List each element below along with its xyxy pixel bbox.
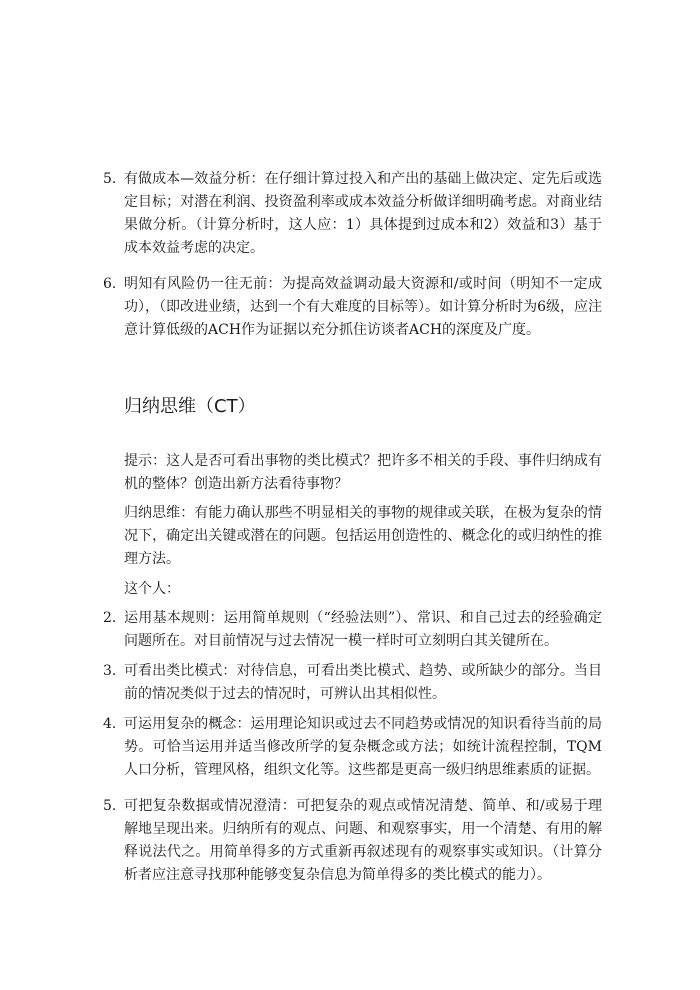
item-text bbox=[124, 168, 602, 260]
item-body: 运用理论知识或过去不同趋势或情况的知识看待当前的局势。可恰当运用并适当修改所学的复杂概念或方法；如统计流程控制，TQM人口分析，管理风格，组织文化等。这些都是更高一级归纳思维素质的证据。 bbox=[124, 716, 602, 778]
item-label: 运用基本规则： bbox=[124, 610, 224, 626]
item-label: 可看出类比模式： bbox=[124, 663, 237, 679]
item-body: 在仔细计算过投入和产出的基础上做决定、定先后或选定目标；对潜在利润、投资盈利率或成本效益分析做详细明确考虑。对商业结果做分析。（计算分析时，这人应：1）具体提到过成本和2）效益和3）基于成本效益考虑的决定。 bbox=[124, 171, 603, 256]
item-number: 5. bbox=[103, 798, 117, 814]
item-label: 有做成本—效益分析： bbox=[124, 171, 265, 187]
hint-paragraph: 提示：这人是否可看出事物的类比模式？把许多不相关的手段、事件归纳成有机的整体？创造出新方法看待事物？ bbox=[124, 453, 602, 492]
definition-paragraph: 归纳思维：有能力确认那些不明显相关的事物的规律或关联，在极为复杂的情况下，确定出关键或潜在的问题。包括运用创造性的、概念化的或归纳性的推理方法。 bbox=[124, 505, 602, 567]
item-body: 对待信息，可看出类比模式、趋势、或所缺少的部分。当目前的情况类似于过去的情况时，可辨认出其相似性。 bbox=[124, 663, 602, 702]
item-text bbox=[124, 795, 602, 887]
item-number: 3. bbox=[103, 663, 117, 679]
item-text bbox=[124, 273, 602, 342]
item-number: 5. bbox=[103, 171, 117, 187]
item-number: 4. bbox=[103, 716, 117, 732]
item-number: 6. bbox=[103, 276, 117, 292]
item-label: 可把复杂数据或情况澄清： bbox=[124, 798, 297, 814]
item-number: 2. bbox=[103, 610, 117, 626]
item-text bbox=[124, 607, 602, 653]
item-body: 为提高效益调动最大资源和/或时间（明知不一定成功），（即改进业绩，达到一个有大难度的目标等）。如计算分析时为6级，应注意计算低级的ACH作为证据以充分抓住访谈者ACH的深度及广度。 bbox=[124, 276, 603, 338]
item-text bbox=[124, 713, 602, 782]
section-heading: 归纳思维（CT） bbox=[124, 396, 256, 417]
item-text bbox=[124, 660, 602, 706]
item-body: 运用简单规则（“经验法则”）、常识、和自己过去的经验确定问题所在。对目前情况与过去情况一模一样时可立刻明白其关键所在。 bbox=[124, 610, 602, 649]
item-label: 可运用复杂的概念： bbox=[124, 716, 251, 732]
item-label: 明知有风险仍一往无前： bbox=[124, 276, 282, 292]
item-body: 可把复杂的观点或情况清楚、简单、和/或易于理解地呈现出来。归纳所有的观点、问题、和观察事实，用一个清楚、有用的解释说法代之。用简单得多的方式重新再叙述现有的观察事实或知识。（计算分析者应注意寻找那种能够变复杂信息为简单得多的类比模式的能力）。 bbox=[124, 798, 603, 883]
intro-line: 这个人： bbox=[124, 581, 180, 597]
